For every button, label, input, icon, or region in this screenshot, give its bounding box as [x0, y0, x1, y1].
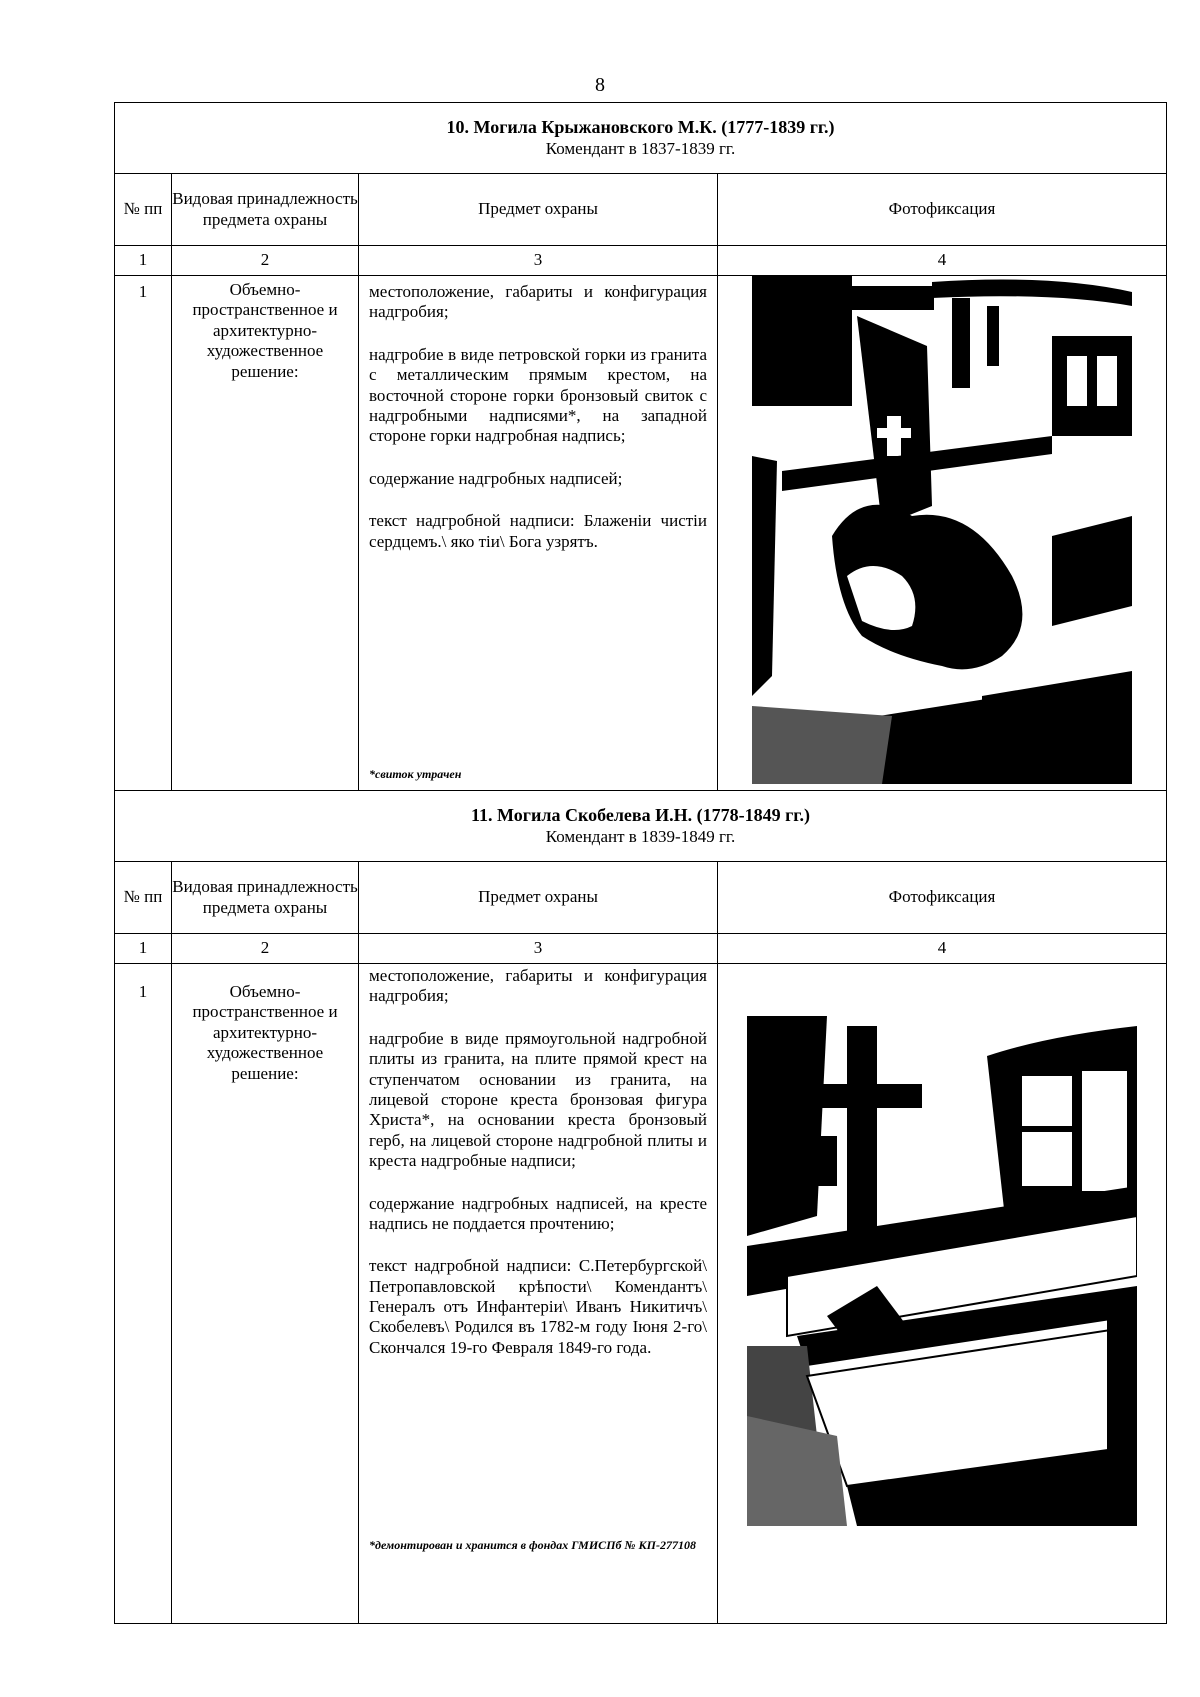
- header-photo: Фотофиксация: [718, 174, 1167, 246]
- header-type: Видовая принадлежность предмета охраны: [172, 174, 359, 246]
- grave-photo: [752, 276, 1132, 784]
- content-row: [115, 276, 1167, 791]
- footnote: *свиток утрачен: [369, 767, 462, 781]
- header-photo: Фотофиксация: [718, 862, 1167, 934]
- column-number-row: [115, 246, 1167, 276]
- column-number: 4: [718, 934, 1167, 964]
- column-number: 3: [359, 246, 718, 276]
- monuments-table: [114, 102, 1167, 1624]
- subject-paragraph: содержание надгробных надписей, на кресте надпись не поддается прочтению;: [369, 1193, 707, 1233]
- subject-paragraph: надгробие в виде петровской горки из гранита с металлическим прямым крестом, на восточной стороне горки бронзовый свиток с надгробными надписями*, на западной стороне горки надгробная надпись;: [369, 344, 707, 446]
- type-cell: Объемно-пространственное и архитектурно-художественное решение:: [172, 276, 359, 791]
- row-number: 1: [115, 276, 172, 791]
- grave-photo: [747, 1016, 1137, 1526]
- column-number: 4: [718, 246, 1167, 276]
- subject-paragraph: местоположение, габариты и конфигурация надгробия;: [369, 966, 707, 1006]
- footnote: *демонтирован и хранится в фондах ГМИСПб № КП-277108: [369, 1538, 696, 1552]
- section-title-cell: [115, 103, 1167, 174]
- column-number: 3: [359, 934, 718, 964]
- header-subject: Предмет охраны: [359, 174, 718, 246]
- subject-paragraph: содержание надгробных надписей;: [369, 468, 623, 488]
- section-title: 11. Могила Скобелева И.Н. (1778-1849 гг.): [471, 805, 810, 825]
- row-number: 1: [115, 964, 172, 1624]
- column-number-row: [115, 934, 1167, 964]
- page-number: 8: [595, 74, 605, 96]
- photo-cell: [718, 964, 1167, 1624]
- content-row: [115, 964, 1167, 1624]
- column-number: 2: [172, 246, 359, 276]
- header-subject: Предмет охраны: [359, 862, 718, 934]
- subject-cell: [359, 276, 718, 791]
- column-number: 1: [115, 934, 172, 964]
- section-title: 10. Могила Крыжановского М.К. (1777-1839 гг.): [446, 117, 835, 137]
- photo-cell: [718, 276, 1167, 791]
- subject-paragraph: текст надгробной надписи: С.Петербургской\ Петропавловской крѣпости\ Комендантъ\ Генералъ отъ Инфантерiи\ Иванъ Никитичъ\ Скобелевъ\ Родился въ 1782-м году Iюня 2-го\ Скончался 19-го Февраля 1849-го года.: [369, 1256, 707, 1357]
- section-title-cell: [115, 791, 1167, 862]
- subject-paragraph: местоположение, габариты и конфигурация надгробия;: [369, 282, 707, 322]
- section-title-row: [115, 791, 1167, 862]
- header-row: [115, 862, 1167, 934]
- header-number: № пп: [115, 862, 172, 934]
- column-number: 1: [115, 246, 172, 276]
- section-subtitle: Комендант в 1837-1839 гг.: [545, 138, 736, 158]
- section-subtitle: Комендант в 1839-1849 гг.: [545, 826, 736, 846]
- header-row: [115, 174, 1167, 246]
- subject-paragraph: текст надгробной надписи: Блаженiи чистiи сердцемъ.\ яко тiи\ Бога узрятъ.: [369, 511, 707, 551]
- type-cell: Объемно-пространственное и архитектурно-художественное решение:: [172, 964, 359, 1624]
- subject-cell: [359, 964, 718, 1624]
- column-number: 2: [172, 934, 359, 964]
- header-type: Видовая принадлежность предмета охраны: [172, 862, 359, 934]
- section-title-row: [115, 103, 1167, 174]
- subject-paragraph: надгробие в виде прямоугольной надгробной плиты из гранита, на плите прямой крест на ступенчатом основании из гранита, на лицевой стороне креста бронзовая фигура Христа*, на основании креста бронзовый герб, на лицевой стороне надгробной плиты и креста надгробные надписи;: [369, 1028, 707, 1171]
- header-number: № пп: [115, 174, 172, 246]
